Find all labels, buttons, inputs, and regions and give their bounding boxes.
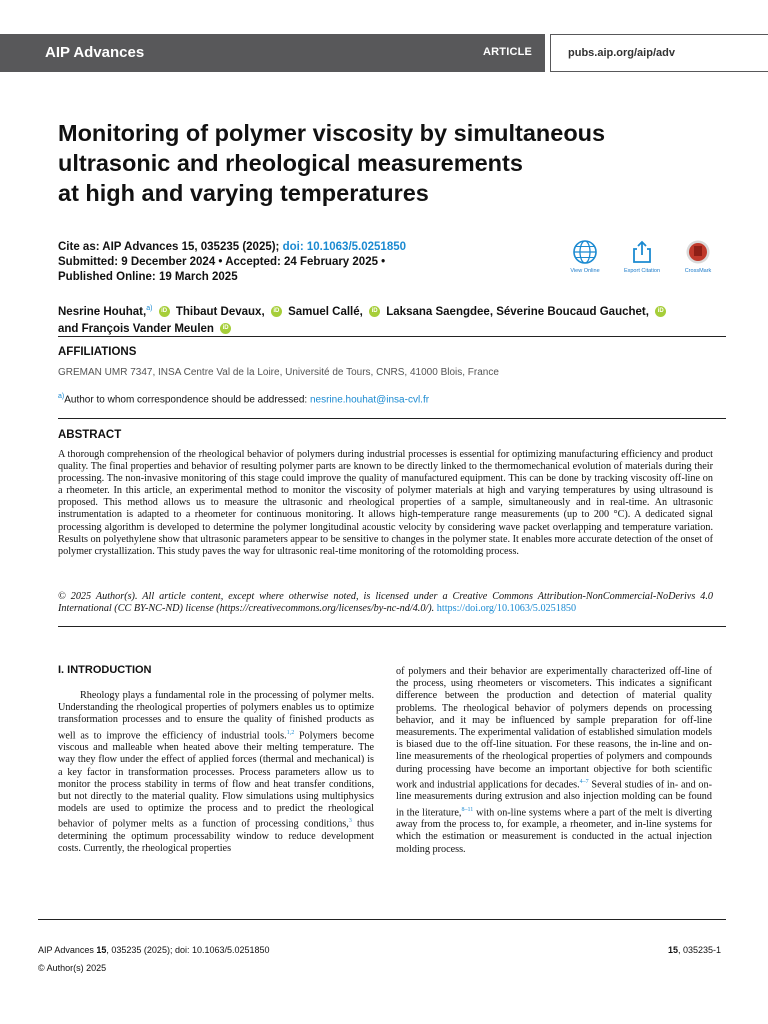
- reference-link[interactable]: 3: [348, 818, 352, 825]
- footer-journal: AIP Advances: [38, 945, 97, 955]
- title-line-1: Monitoring of polymer viscosity by simultaneous: [58, 120, 606, 146]
- corr-label: Author to whom correspondence should be addressed:: [64, 394, 308, 406]
- globe-icon: [572, 239, 598, 265]
- divider: [58, 626, 726, 627]
- view-online-button[interactable]: [563, 239, 607, 274]
- body-text: with on-line systems where a part of the melt is diverting away from the process to, for example, a rheometer, and in-line systems for which the estimation or measurement is conducted in the actual injection molding process.: [396, 807, 713, 855]
- body-text: Polymers become viscous and malleable when heated above their melting temperature. The way they flow under the effect of applied forces (thermal and mechanical) is a key factor in transformation processes. Process parameters allow us to monitor the process stability in terms of flow and heat transfer conditions, but not directly to the material quality. Flow simulations using multiphysics models are used to optimize the process and to predict the rheological behavior of polymer melts as a function of processing conditions,: [58, 730, 374, 830]
- body-column-right: [396, 666, 712, 856]
- abstract-heading: ABSTRACT: [58, 429, 122, 441]
- author-name[interactable]: Samuel Callé,: [288, 305, 363, 318]
- footer-copyright: © Author(s) 2025: [38, 963, 107, 973]
- title-line-2: ultrasonic and rheological measurements: [58, 150, 523, 176]
- body-text: thus determining the optimum processability window to reduce development costs. Currently, the rheological properties: [58, 818, 374, 855]
- crossmark-button[interactable]: [676, 239, 720, 274]
- corr-email-link[interactable]: nesrine.houhat@insa-cvl.fr: [309, 394, 430, 406]
- journal-header: [0, 34, 768, 72]
- orcid-icon[interactable]: iD: [159, 306, 170, 317]
- license-doi-link[interactable]: https://doi.org/10.1063/5.0251850: [436, 603, 577, 615]
- view-online-label: View Online: [570, 268, 600, 274]
- journal-url-box[interactable]: [550, 34, 768, 72]
- reference-link[interactable]: 1,2: [286, 729, 295, 736]
- license-text: [58, 591, 713, 615]
- orcid-icon[interactable]: iD: [369, 306, 380, 317]
- corr-marker: a): [58, 393, 65, 400]
- author-footnote-marker[interactable]: a): [146, 305, 153, 312]
- article-type-label: ARTICLE: [483, 46, 533, 58]
- body-text: Several studies of in- and on-line measurements during extrusion and also injection molding can be found in the literature,: [396, 779, 712, 819]
- divider: [58, 418, 726, 419]
- footer-doi: , 035235 (2025); doi: 10.1063/5.0251850: [106, 945, 270, 955]
- author-name[interactable]: François Vander Meulen: [81, 322, 214, 335]
- author-name[interactable]: Thibaut Devaux,: [175, 305, 265, 318]
- body-text: Rheology plays a fundamental role in the processing of polymer melts. Understanding the rheological properties of polymers enables us to optimize transformation processes and to ensure the quality of finished products as well as to improve the efficiency of industrial tools.: [58, 690, 374, 741]
- footer-citation: [38, 945, 270, 955]
- citation-block: [58, 240, 538, 285]
- footer-divider: [38, 919, 726, 920]
- orcid-icon[interactable]: iD: [655, 306, 666, 317]
- reference-link[interactable]: 4–7: [579, 778, 589, 785]
- export-citation-label: Export Citation: [623, 268, 661, 274]
- crossmark-label: CrossMark: [684, 268, 712, 274]
- export-citation-button[interactable]: [620, 239, 664, 274]
- introduction-heading: I. INTRODUCTION: [58, 664, 152, 676]
- body-column-left: [58, 690, 374, 855]
- header-bar: [0, 34, 545, 72]
- title-line-3: at high and varying temperatures: [58, 180, 429, 206]
- body-text: of polymers and their behavior are experimentally characterized off-line of the process, using rheometers or viscometers. This indicates a significant difference between the production and detection of material quality problems. The rheological behavior of polymers depends on processing behavior, and it may be influenced by sample preparation for off-line measurements. The experimental validation of established simulation models is biased due to the off-line situation. For these reasons, the in-line and on-line measurements of the rheological properties of polymers and compounds during processing have become an important objective for both scientific work and industrial applications for decades.: [396, 666, 712, 791]
- orcid-icon[interactable]: iD: [220, 323, 231, 334]
- affiliations-heading: AFFILIATIONS: [58, 346, 137, 358]
- author-conjunction: and: [58, 322, 82, 335]
- article-title: [58, 118, 718, 208]
- author-list: [58, 300, 728, 338]
- author-name[interactable]: Laksana Saengdee, Séverine Boucaud Gauchet,: [386, 305, 649, 318]
- published-date: Published Online: 19 March 2025: [58, 271, 238, 283]
- orcid-icon[interactable]: iD: [271, 306, 282, 317]
- license-statement: © 2025 Author(s). All article content, except where otherwise noted, is licensed under a Creative Commons Attribution-NonCommercial-NoDerivs 4.0 International (CC BY-NC-ND) license (https://creativecommons.org/licenses/by-nc-nd/4.0/).: [58, 591, 713, 615]
- journal-url[interactable]: pubs.aip.org/aip/adv: [568, 47, 675, 59]
- crossmark-icon: [685, 239, 711, 265]
- abstract-text: A thorough comprehension of the rheological behavior of polymers during industrial processes is essential for optimizing manufacturing efficiency and product quality. The final properties and behavior of resulting polymer parts are known to be directly linked to the thermomechanical evolution of materials during their processing. The non-invasive monitoring of this stage could improve the quality of manufactured equipment. This can be done by tracking viscosity off-line on a rheometer. In this article, an experimental method to monitor the viscosity of polymer materials at high and varying temperatures by using ultrasound is proposed. This method allows us to measure the ultrasonic and rheological properties of a sample, simultaneously and in real-time. An ultrasonic instrumentation is adapted to a rheometer for continuous monitoring. It allows high-temperature range measurements (up to 200 °C). A dedicated signal processing algorithm is developed to determine the polymer longitudinal acoustic velocity by considering wave packet overlapping and temperature variation. Results on polyethylene show that ultrasonic parameters appear to be sensitive to changes in the polymer state. It enables more accurate detection of the onset of polymer crystallization. This study paves the way for ultrasonic real-time monitoring of the rotomolding process.: [58, 449, 713, 557]
- journal-name[interactable]: AIP Advances: [45, 44, 145, 61]
- submission-dates: Submitted: 9 December 2024 • Accepted: 24 February 2025 •: [58, 256, 386, 268]
- footer-volume: 15: [96, 945, 107, 955]
- page-volume: 15: [668, 945, 679, 955]
- page-id: , 035235-1: [678, 945, 722, 955]
- author-name[interactable]: Nesrine Houhat,: [58, 305, 147, 318]
- affiliation-text: GREMAN UMR 7347, INSA Centre Val de la Loire, Université de Tours, CNRS, 41000 Blois, France: [58, 367, 499, 378]
- page-number: [668, 945, 721, 955]
- cite-label: Cite as: AIP Advances 15, 035235 (2025);: [58, 241, 280, 253]
- share-export-icon: [629, 239, 655, 265]
- correspondence-note: [58, 393, 429, 405]
- doi-link[interactable]: doi: 10.1063/5.0251850: [282, 241, 407, 253]
- divider: [58, 336, 726, 337]
- reference-link[interactable]: 8–11: [461, 806, 474, 813]
